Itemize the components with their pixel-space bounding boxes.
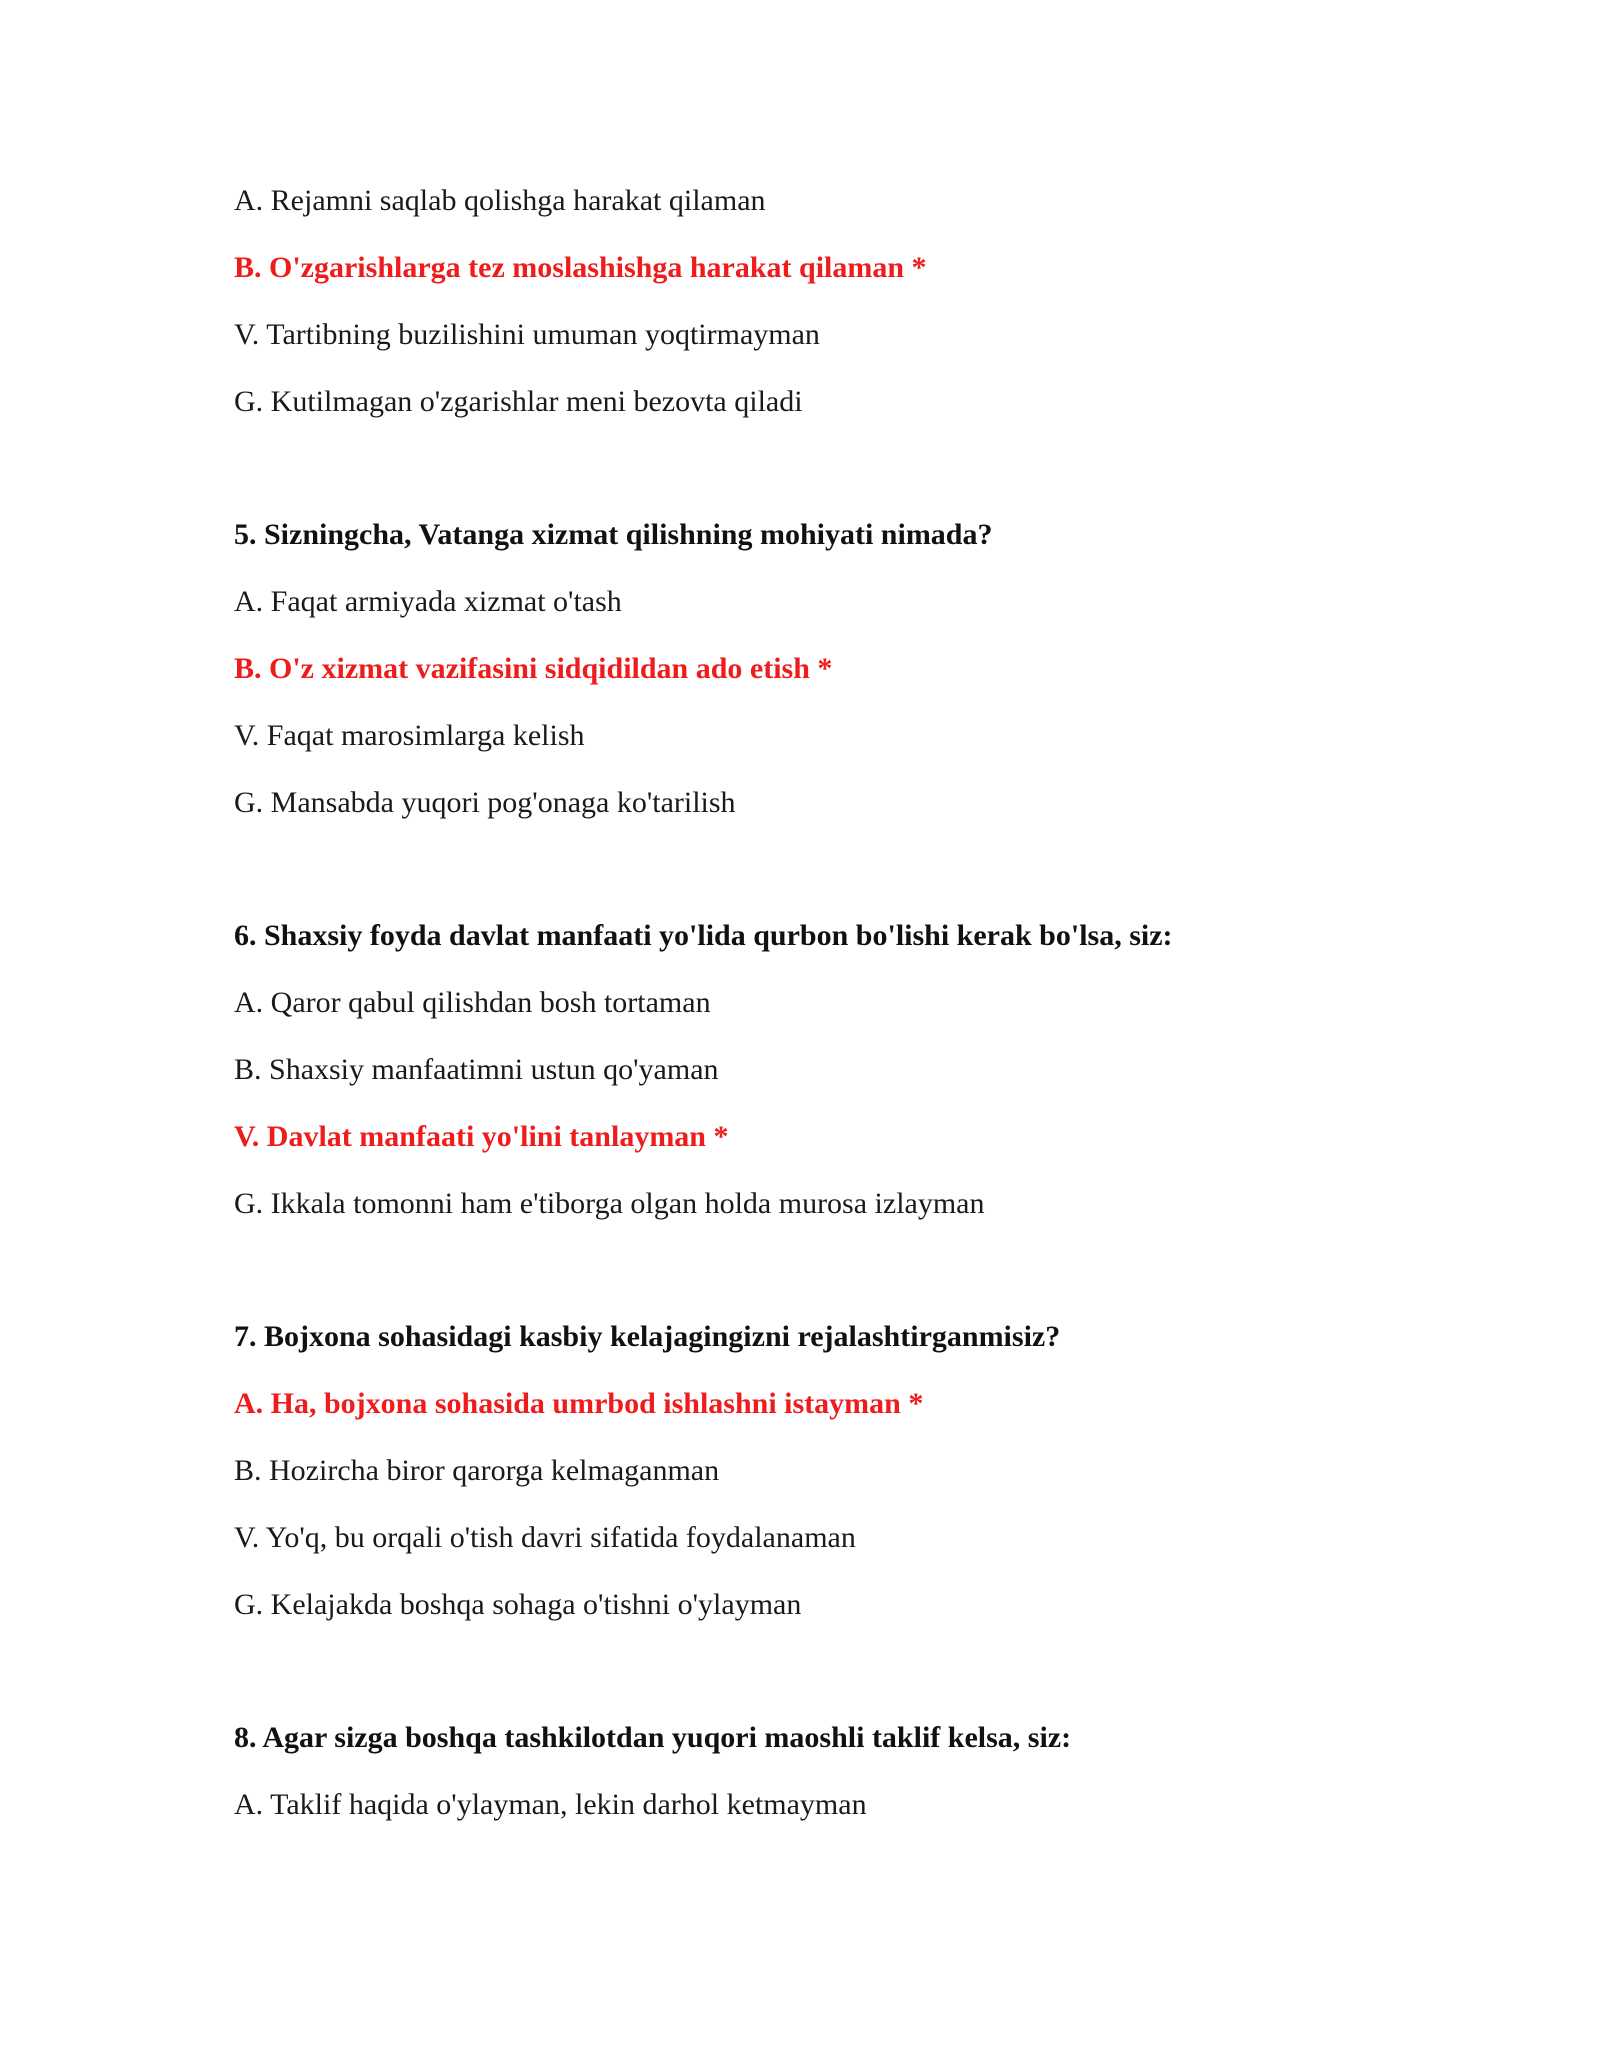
option-b: B. Hozircha biror qarorga kelmaganman — [234, 1454, 720, 1487]
spacer — [234, 853, 1434, 919]
option-g: G. Ikkala tomonni ham e'tiborga olgan holda murosa izlayman — [234, 1187, 985, 1220]
question-5-text: 5. Sizningcha, Vatanga xizmat qilishning mohiyati nimada? — [234, 518, 993, 551]
question-block-7 — [234, 1320, 1434, 1622]
option-b-correct: B. O'z xizmat vazifasini sidqidildan ado etish * — [234, 652, 833, 685]
spacer — [234, 1655, 1434, 1721]
question-block-4-continued — [234, 184, 1434, 419]
option-v: V. Yo'q, bu orqali o'tish davri sifatida foydalanaman — [234, 1521, 856, 1554]
option-v: V. Faqat marosimlarga kelish — [234, 719, 585, 752]
option-b-correct: B. O'zgarishlarga tez moslashishga harakat qilaman * — [234, 251, 927, 284]
option-a: A. Qaror qabul qilishdan bosh tortaman — [234, 986, 711, 1019]
spacer — [234, 1254, 1434, 1320]
option-a: A. Rejamni saqlab qolishga harakat qilaman — [234, 184, 766, 217]
option-a: A. Taklif haqida o'ylayman, lekin darhol ketmayman — [234, 1788, 867, 1821]
question-7-text: 7. Bojxona sohasidagi kasbiy kelajagingizni rejalashtirganmisiz? — [234, 1320, 1061, 1353]
option-g: G. Kutilmagan o'zgarishlar meni bezovta qiladi — [234, 385, 803, 418]
spacer — [234, 452, 1434, 518]
quiz-content — [234, 184, 1434, 1855]
option-a: A. Faqat armiyada xizmat o'tash — [234, 585, 622, 618]
option-b: B. Shaxsiy manfaatimni ustun qo'yaman — [234, 1053, 719, 1086]
option-v: V. Tartibning buzilishini umuman yoqtirmayman — [234, 318, 820, 351]
question-block-5 — [234, 518, 1434, 820]
question-6-text: 6. Shaxsiy foyda davlat manfaati yo'lida qurbon bo'lishi kerak bo'lsa, siz: — [234, 919, 1173, 952]
question-8-text: 8. Agar sizga boshqa tashkilotdan yuqori maoshli taklif kelsa, siz: — [234, 1721, 1072, 1754]
option-v-correct: V. Davlat manfaati yo'lini tanlayman * — [234, 1120, 729, 1153]
question-block-6 — [234, 919, 1434, 1221]
option-a-correct: A. Ha, bojxona sohasida umrbod ishlashni istayman * — [234, 1387, 924, 1420]
question-block-8 — [234, 1721, 1434, 1822]
option-g: G. Kelajakda boshqa sohaga o'tishni o'ylayman — [234, 1588, 802, 1621]
option-g: G. Mansabda yuqori pog'onaga ko'tarilish — [234, 786, 736, 819]
